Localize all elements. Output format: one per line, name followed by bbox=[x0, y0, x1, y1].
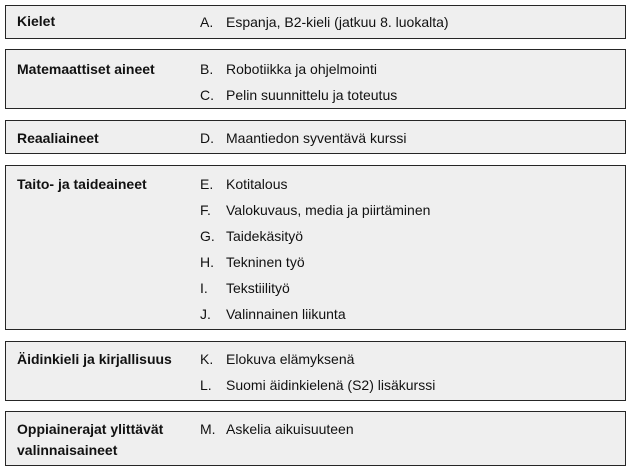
course-name: Kotitalous bbox=[226, 176, 288, 192]
group-title: Matemaattiset aineet bbox=[17, 61, 155, 77]
course-name: Valinnainen liikunta bbox=[226, 306, 346, 322]
group-title: Taito- ja taideaineet bbox=[17, 176, 147, 192]
course-letter: C. bbox=[200, 87, 214, 103]
course-letter: D. bbox=[200, 130, 214, 146]
course-name: Tekninen työ bbox=[226, 254, 305, 270]
subject-group-oppiainerajat bbox=[5, 411, 626, 466]
course-item bbox=[200, 201, 430, 227]
course-name: Taidekäsityö bbox=[226, 228, 304, 244]
group-title: Kielet bbox=[17, 13, 56, 29]
course-letter: M. bbox=[200, 421, 216, 437]
course-item bbox=[200, 253, 305, 279]
course-letter: H. bbox=[200, 254, 214, 270]
course-name: Tekstiilityö bbox=[226, 280, 290, 296]
course-letter: A. bbox=[200, 14, 214, 30]
course-name: Suomi äidinkielenä (S2) lisäkurssi bbox=[226, 377, 436, 393]
group-title-line2: valinnaisaineet bbox=[17, 442, 118, 458]
course-letter: G. bbox=[200, 228, 215, 244]
course-letter: L. bbox=[200, 377, 212, 393]
course-item bbox=[200, 420, 354, 446]
course-letter: K. bbox=[200, 351, 214, 367]
course-name: Elokuva elämyksenä bbox=[226, 351, 355, 367]
course-item bbox=[200, 350, 354, 376]
course-item bbox=[200, 129, 407, 155]
course-name: Pelin suunnittelu ja toteutus bbox=[226, 87, 398, 103]
course-item bbox=[200, 279, 290, 305]
course-item bbox=[200, 86, 397, 112]
course-item bbox=[200, 227, 303, 253]
course-item bbox=[200, 60, 377, 86]
course-letter: I. bbox=[200, 280, 208, 296]
course-letter: E. bbox=[200, 176, 214, 192]
subject-group-aidinkieli bbox=[5, 341, 626, 401]
course-letter: F. bbox=[200, 202, 211, 218]
subject-group-reaaliaineet bbox=[5, 120, 626, 154]
course-item bbox=[200, 376, 435, 402]
course-letter: B. bbox=[200, 61, 214, 77]
subject-group-taito-ja-taide bbox=[5, 165, 626, 330]
subject-group-kielet bbox=[5, 5, 626, 39]
course-item bbox=[200, 305, 346, 331]
course-name: Espanja, B2-kieli (jatkuu 8. luokalta) bbox=[226, 14, 449, 30]
course-item bbox=[200, 13, 449, 39]
course-name: Askelia aikuisuuteen bbox=[226, 421, 354, 437]
group-title-line1: Oppiainerajat ylittävät bbox=[17, 421, 164, 437]
course-letter: J. bbox=[200, 306, 211, 322]
course-name: Valokuvaus, media ja piirtäminen bbox=[226, 202, 431, 218]
course-name: Robotiikka ja ohjelmointi bbox=[226, 61, 377, 77]
course-name: Maantiedon syventävä kurssi bbox=[226, 130, 407, 146]
group-title: Reaaliaineet bbox=[17, 130, 99, 146]
subject-group-matemaattiset bbox=[5, 49, 626, 109]
course-item bbox=[200, 175, 287, 201]
group-title: Äidinkieli ja kirjallisuus bbox=[17, 351, 172, 367]
